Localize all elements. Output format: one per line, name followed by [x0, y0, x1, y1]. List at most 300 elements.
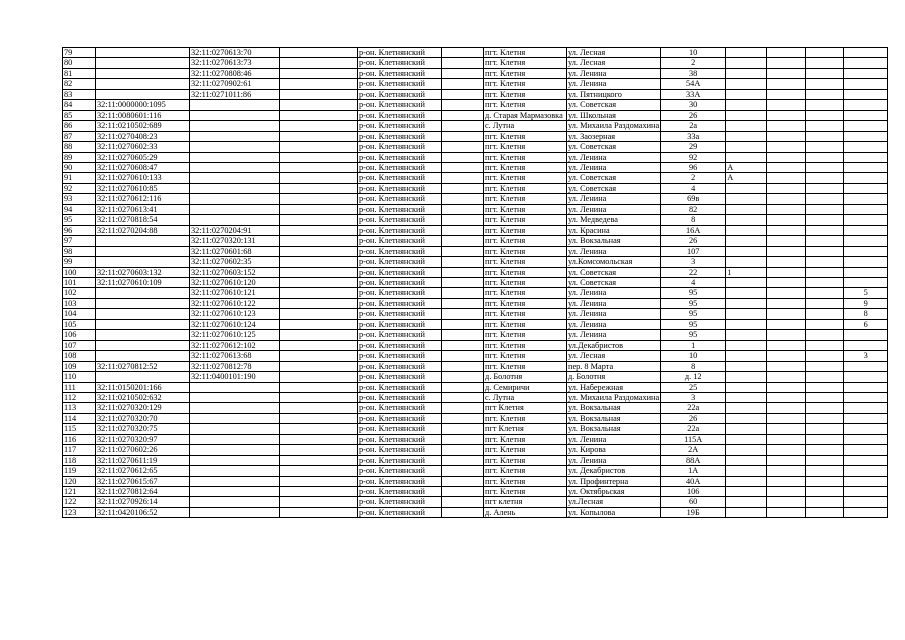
street-cell: ул. Советская — [567, 173, 661, 183]
blank-cell — [280, 215, 358, 225]
table-row — [63, 507, 888, 517]
cadastral-number-2-cell: 32:11:0270610:121 — [190, 288, 280, 298]
extra-cell-2 — [767, 403, 806, 413]
blank-cell — [280, 225, 358, 235]
extra-cell-3 — [806, 455, 844, 465]
extra-cell-4 — [844, 403, 888, 413]
extra-cell-4 — [844, 257, 888, 267]
cadastral-number-2-cell — [190, 183, 280, 193]
extra-cell-1: 1 — [726, 267, 767, 277]
extra-cell-1 — [726, 236, 767, 246]
cadastral-number-2-cell: 32:11:0270602:35 — [190, 257, 280, 267]
cadastral-number-2-cell: 32:11:0270610:122 — [190, 298, 280, 308]
extra-cell-3 — [806, 319, 844, 329]
extra-cell-1 — [726, 424, 767, 434]
house-cell: д. 12 — [661, 372, 726, 382]
blank-cell-2 — [442, 89, 484, 99]
locality-cell: пгт. Клетня — [484, 173, 567, 183]
cadastral-number-cell: 32:11:0080601:116 — [96, 110, 190, 120]
row-number-cell: 97 — [63, 236, 96, 246]
extra-cell-2 — [767, 204, 806, 214]
street-cell: ул. Вокзальная — [567, 413, 661, 423]
cadastral-number-2-cell: 32:11:0270610:124 — [190, 319, 280, 329]
extra-cell-2 — [767, 288, 806, 298]
extra-cell-1 — [726, 361, 767, 371]
cadastral-number-cell — [96, 298, 190, 308]
blank-cell-2 — [442, 142, 484, 152]
locality-cell: д. Старая Мармазовка — [484, 110, 567, 120]
cadastral-number-cell: 32:11:0270610:109 — [96, 277, 190, 287]
extra-cell-4 — [844, 476, 888, 486]
district-cell: р-он. Клетнянский — [358, 48, 442, 58]
extra-cell-1 — [726, 194, 767, 204]
extra-cell-3 — [806, 403, 844, 413]
row-number-cell: 84 — [63, 100, 96, 110]
district-cell: р-он. Клетнянский — [358, 246, 442, 256]
extra-cell-2 — [767, 445, 806, 455]
extra-cell-2 — [767, 330, 806, 340]
district-cell: р-он. Клетнянский — [358, 194, 442, 204]
extra-cell-2 — [767, 162, 806, 172]
district-cell: р-он. Клетнянский — [358, 403, 442, 413]
blank-cell — [280, 298, 358, 308]
extra-cell-4 — [844, 340, 888, 350]
cadastral-number-2-cell — [190, 424, 280, 434]
table-row — [63, 131, 888, 141]
extra-cell-4 — [844, 424, 888, 434]
extra-cell-3 — [806, 89, 844, 99]
extra-cell-1 — [726, 100, 767, 110]
house-cell: 95 — [661, 288, 726, 298]
extra-cell-4 — [844, 100, 888, 110]
extra-cell-3 — [806, 58, 844, 68]
extra-cell-1 — [726, 487, 767, 497]
cadastral-number-cell — [96, 79, 190, 89]
locality-cell: д. Алень — [484, 507, 567, 517]
extra-cell-2 — [767, 507, 806, 517]
locality-cell: пгт. Клетня — [484, 466, 567, 476]
extra-cell-3 — [806, 215, 844, 225]
row-number-cell: 105 — [63, 319, 96, 329]
cadastral-number-cell: 32:11:0270612:65 — [96, 466, 190, 476]
blank-cell-2 — [442, 330, 484, 340]
cadastral-number-cell — [96, 58, 190, 68]
blank-cell-2 — [442, 403, 484, 413]
district-cell: р-он. Клетнянский — [358, 372, 442, 382]
extra-cell-2 — [767, 277, 806, 287]
street-cell: ул. Ленина — [567, 152, 661, 162]
cadastral-number-2-cell — [190, 142, 280, 152]
house-cell: 88А — [661, 455, 726, 465]
extra-cell-4: 9 — [844, 298, 888, 308]
extra-cell-3 — [806, 100, 844, 110]
street-cell: д. Болотня — [567, 372, 661, 382]
extra-cell-1 — [726, 215, 767, 225]
blank-cell — [280, 319, 358, 329]
blank-cell-2 — [442, 298, 484, 308]
extra-cell-4 — [844, 236, 888, 246]
row-number-cell: 79 — [63, 48, 96, 58]
cadastral-number-cell — [96, 246, 190, 256]
row-number-cell: 110 — [63, 372, 96, 382]
extra-cell-4 — [844, 277, 888, 287]
extra-cell-3 — [806, 466, 844, 476]
table-row — [63, 372, 888, 382]
cadastral-number-cell: 32:11:0270610:133 — [96, 173, 190, 183]
extra-cell-3 — [806, 434, 844, 444]
street-cell: ул. Копылова — [567, 507, 661, 517]
blank-cell-2 — [442, 194, 484, 204]
cadastral-number-cell: 32:11:0210502:632 — [96, 392, 190, 402]
locality-cell: пгт. Клетня — [484, 288, 567, 298]
house-cell: 16А — [661, 225, 726, 235]
table-row — [63, 466, 888, 476]
blank-cell — [280, 476, 358, 486]
house-cell: 69в — [661, 194, 726, 204]
extra-cell-4 — [844, 215, 888, 225]
blank-cell — [280, 100, 358, 110]
locality-cell: пгт. Клетня — [484, 100, 567, 110]
row-number-cell: 80 — [63, 58, 96, 68]
extra-cell-1 — [726, 507, 767, 517]
cadastral-number-cell — [96, 351, 190, 361]
blank-cell-2 — [442, 424, 484, 434]
row-number-cell: 113 — [63, 403, 96, 413]
extra-cell-2 — [767, 319, 806, 329]
district-cell: р-он. Клетнянский — [358, 236, 442, 246]
district-cell: р-он. Клетнянский — [358, 330, 442, 340]
blank-cell — [280, 413, 358, 423]
extra-cell-4 — [844, 58, 888, 68]
house-cell: 10 — [661, 351, 726, 361]
extra-cell-1 — [726, 298, 767, 308]
house-cell: 33А — [661, 89, 726, 99]
table-row — [63, 100, 888, 110]
street-cell: ул. Лесная — [567, 351, 661, 361]
street-cell: ул. Школьная — [567, 110, 661, 120]
district-cell: р-он. Клетнянский — [358, 392, 442, 402]
street-cell: ул. Вокзальная — [567, 236, 661, 246]
extra-cell-4 — [844, 68, 888, 78]
blank-cell-2 — [442, 131, 484, 141]
locality-cell: пгт Клетня — [484, 403, 567, 413]
extra-cell-2 — [767, 434, 806, 444]
extra-cell-3 — [806, 194, 844, 204]
blank-cell-2 — [442, 487, 484, 497]
cadastral-number-cell: 32:11:0270818:54 — [96, 215, 190, 225]
cadastral-number-2-cell — [190, 487, 280, 497]
district-cell: р-он. Клетнянский — [358, 487, 442, 497]
table-row — [63, 162, 888, 172]
blank-cell — [280, 89, 358, 99]
blank-cell-2 — [442, 152, 484, 162]
table-row — [63, 257, 888, 267]
extra-cell-3 — [806, 382, 844, 392]
cadastral-number-2-cell — [190, 152, 280, 162]
row-number-cell: 101 — [63, 277, 96, 287]
cadastral-number-cell: 32:11:0270204:88 — [96, 225, 190, 235]
cadastral-number-2-cell — [190, 121, 280, 131]
row-number-cell: 123 — [63, 507, 96, 517]
extra-cell-4 — [844, 445, 888, 455]
house-cell: 60 — [661, 497, 726, 507]
table-row — [63, 225, 888, 235]
extra-cell-4 — [844, 372, 888, 382]
house-cell: 10 — [661, 48, 726, 58]
blank-cell-2 — [442, 497, 484, 507]
extra-cell-2 — [767, 487, 806, 497]
cadastral-number-cell: 32:11:0270320:70 — [96, 413, 190, 423]
street-cell: ул. Ленина — [567, 79, 661, 89]
locality-cell: пгт. Клетня — [484, 246, 567, 256]
blank-cell-2 — [442, 413, 484, 423]
extra-cell-2 — [767, 466, 806, 476]
extra-cell-1 — [726, 466, 767, 476]
table-row — [63, 246, 888, 256]
blank-cell — [280, 487, 358, 497]
extra-cell-4 — [844, 507, 888, 517]
extra-cell-4: 8 — [844, 309, 888, 319]
extra-cell-2 — [767, 413, 806, 423]
blank-cell — [280, 445, 358, 455]
house-cell: 4 — [661, 183, 726, 193]
blank-cell-2 — [442, 277, 484, 287]
house-cell: 4 — [661, 277, 726, 287]
row-number-cell: 122 — [63, 497, 96, 507]
blank-cell-2 — [442, 466, 484, 476]
cadastral-number-2-cell: 32:11:0270610:123 — [190, 309, 280, 319]
table-row — [63, 392, 888, 402]
blank-cell — [280, 79, 358, 89]
extra-cell-4 — [844, 497, 888, 507]
cadastral-number-cell: 32:11:0420106:52 — [96, 507, 190, 517]
locality-cell: пгт. Клетня — [484, 152, 567, 162]
street-cell: ул. Советская — [567, 183, 661, 193]
extra-cell-1 — [726, 403, 767, 413]
cadastral-number-cell — [96, 309, 190, 319]
district-cell: р-он. Клетнянский — [358, 89, 442, 99]
extra-cell-4 — [844, 246, 888, 256]
blank-cell-2 — [442, 68, 484, 78]
extra-cell-2 — [767, 351, 806, 361]
blank-cell-2 — [442, 246, 484, 256]
cadastral-number-2-cell: 32:11:0271011:86 — [190, 89, 280, 99]
table-row — [63, 424, 888, 434]
locality-cell: пгт. Клетня — [484, 476, 567, 486]
street-cell: ул. Ленина — [567, 319, 661, 329]
table-row — [63, 121, 888, 131]
extra-cell-1 — [726, 68, 767, 78]
house-cell: 95 — [661, 330, 726, 340]
extra-cell-1 — [726, 121, 767, 131]
table-row — [63, 89, 888, 99]
table-row — [63, 445, 888, 455]
cadastral-number-cell: 32:11:0270603:132 — [96, 267, 190, 277]
table-body — [63, 48, 888, 518]
house-cell: 1А — [661, 466, 726, 476]
blank-cell-2 — [442, 351, 484, 361]
district-cell: р-он. Клетнянский — [358, 434, 442, 444]
extra-cell-1 — [726, 288, 767, 298]
extra-cell-3 — [806, 246, 844, 256]
extra-cell-2 — [767, 267, 806, 277]
cadastral-number-2-cell — [190, 194, 280, 204]
row-number-cell: 83 — [63, 89, 96, 99]
blank-cell — [280, 68, 358, 78]
locality-cell: пгт. Клетня — [484, 277, 567, 287]
table-row — [63, 382, 888, 392]
locality-cell: пгт. Клетня — [484, 351, 567, 361]
cadastral-number-2-cell: 32:11:0270613:73 — [190, 58, 280, 68]
cadastral-number-cell: 32:11:0270608:47 — [96, 162, 190, 172]
locality-cell: пгт. Клетня — [484, 68, 567, 78]
cadastral-number-2-cell — [190, 507, 280, 517]
row-number-cell: 108 — [63, 351, 96, 361]
house-cell: 107 — [661, 246, 726, 256]
property-register-table — [62, 47, 888, 518]
table-row — [63, 455, 888, 465]
locality-cell: пгт. Клетня — [484, 487, 567, 497]
extra-cell-3 — [806, 257, 844, 267]
extra-cell-1 — [726, 79, 767, 89]
table-row — [63, 476, 888, 486]
blank-cell — [280, 372, 358, 382]
locality-cell: пгт. Клетня — [484, 309, 567, 319]
extra-cell-4 — [844, 225, 888, 235]
cadastral-number-cell — [96, 68, 190, 78]
house-cell: 2А — [661, 445, 726, 455]
blank-cell — [280, 142, 358, 152]
extra-cell-2 — [767, 110, 806, 120]
district-cell: р-он. Клетнянский — [358, 173, 442, 183]
cadastral-number-2-cell: 32:11:0270320:131 — [190, 236, 280, 246]
extra-cell-2 — [767, 382, 806, 392]
cadastral-number-cell: 32:11:0270610:85 — [96, 183, 190, 193]
district-cell: р-он. Клетнянский — [358, 100, 442, 110]
district-cell: р-он. Клетнянский — [358, 424, 442, 434]
extra-cell-1 — [726, 204, 767, 214]
extra-cell-3 — [806, 309, 844, 319]
house-cell: 22 — [661, 267, 726, 277]
extra-cell-2 — [767, 361, 806, 371]
blank-cell-2 — [442, 121, 484, 131]
blank-cell — [280, 455, 358, 465]
house-cell: 25 — [661, 382, 726, 392]
blank-cell-2 — [442, 162, 484, 172]
table-row — [63, 413, 888, 423]
extra-cell-2 — [767, 131, 806, 141]
extra-cell-2 — [767, 309, 806, 319]
cadastral-number-2-cell — [190, 497, 280, 507]
table-row — [63, 142, 888, 152]
cadastral-number-2-cell: 32:11:0270603:152 — [190, 267, 280, 277]
row-number-cell: 117 — [63, 445, 96, 455]
blank-cell — [280, 309, 358, 319]
street-cell: ул. Ленина — [567, 194, 661, 204]
extra-cell-4 — [844, 392, 888, 402]
extra-cell-1: А — [726, 173, 767, 183]
street-cell: ул. Красина — [567, 225, 661, 235]
row-number-cell: 92 — [63, 183, 96, 193]
street-cell: ул. Ленина — [567, 309, 661, 319]
street-cell: ул. Советская — [567, 100, 661, 110]
district-cell: р-он. Клетнянский — [358, 215, 442, 225]
cadastral-number-2-cell — [190, 403, 280, 413]
blank-cell — [280, 48, 358, 58]
row-number-cell: 104 — [63, 309, 96, 319]
extra-cell-1 — [726, 455, 767, 465]
street-cell: ул. Кирова — [567, 445, 661, 455]
house-cell: 95 — [661, 298, 726, 308]
blank-cell — [280, 277, 358, 287]
extra-cell-1 — [726, 497, 767, 507]
extra-cell-3 — [806, 142, 844, 152]
extra-cell-1 — [726, 142, 767, 152]
blank-cell — [280, 194, 358, 204]
locality-cell: пгт. Клетня — [484, 330, 567, 340]
row-number-cell: 120 — [63, 476, 96, 486]
blank-cell — [280, 58, 358, 68]
district-cell: р-он. Клетнянский — [358, 507, 442, 517]
table-row — [63, 58, 888, 68]
extra-cell-4: 3 — [844, 351, 888, 361]
blank-cell-2 — [442, 267, 484, 277]
district-cell: р-он. Клетнянский — [358, 413, 442, 423]
cadastral-number-cell: 32:11:0270320:129 — [96, 403, 190, 413]
locality-cell: пгт. Клетня — [484, 194, 567, 204]
street-cell: ул. Ленина — [567, 246, 661, 256]
house-cell: 8 — [661, 361, 726, 371]
district-cell: р-он. Клетнянский — [358, 476, 442, 486]
blank-cell — [280, 162, 358, 172]
extra-cell-1 — [726, 131, 767, 141]
street-cell: ул. Декабристов — [567, 466, 661, 476]
locality-cell: пгт. Клетня — [484, 413, 567, 423]
extra-cell-3 — [806, 131, 844, 141]
extra-cell-3 — [806, 361, 844, 371]
extra-cell-2 — [767, 455, 806, 465]
row-number-cell: 115 — [63, 424, 96, 434]
locality-cell: пгт. Клетня — [484, 58, 567, 68]
extra-cell-2 — [767, 152, 806, 162]
house-cell: 26 — [661, 110, 726, 120]
blank-cell — [280, 152, 358, 162]
house-cell: 92 — [661, 152, 726, 162]
district-cell: р-он. Клетнянский — [358, 351, 442, 361]
extra-cell-1 — [726, 277, 767, 287]
table-row — [63, 68, 888, 78]
extra-cell-1 — [726, 413, 767, 423]
cadastral-number-cell: 32:11:0270602:33 — [96, 142, 190, 152]
house-cell: 29 — [661, 142, 726, 152]
extra-cell-2 — [767, 58, 806, 68]
extra-cell-4 — [844, 48, 888, 58]
house-cell: 38 — [661, 68, 726, 78]
extra-cell-4 — [844, 330, 888, 340]
district-cell: р-он. Клетнянский — [358, 466, 442, 476]
district-cell: р-он. Клетнянский — [358, 152, 442, 162]
row-number-cell: 99 — [63, 257, 96, 267]
cadastral-number-cell: 32:11:0270812:52 — [96, 361, 190, 371]
house-cell: 33а — [661, 131, 726, 141]
cadastral-number-2-cell: 32:11:0270612:102 — [190, 340, 280, 350]
blank-cell — [280, 382, 358, 392]
extra-cell-3 — [806, 236, 844, 246]
extra-cell-2 — [767, 340, 806, 350]
district-cell: р-он. Клетнянский — [358, 257, 442, 267]
extra-cell-3 — [806, 68, 844, 78]
table-row — [63, 319, 888, 329]
